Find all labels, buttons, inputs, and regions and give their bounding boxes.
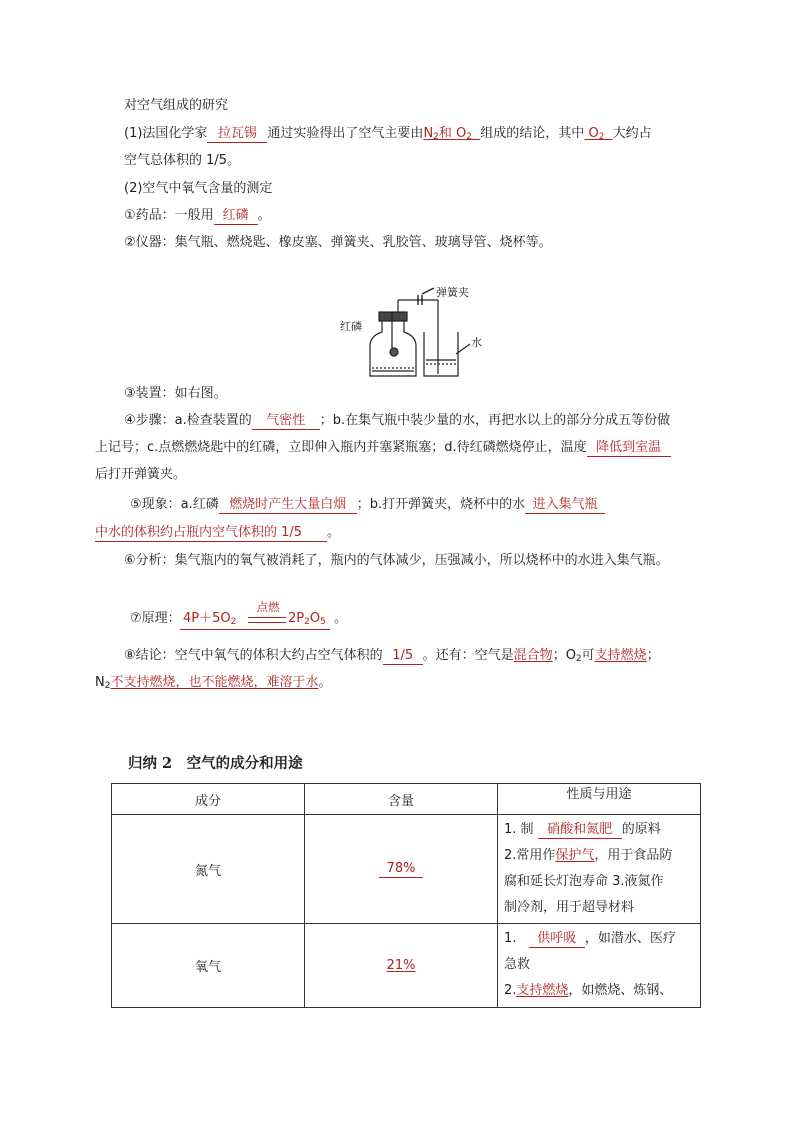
- answer-red-phosphorus: 红磷: [214, 208, 258, 225]
- composition-table: [111, 783, 701, 1008]
- answer-airtightness: 气密性: [252, 413, 320, 430]
- reaction-equals-sign: [248, 617, 286, 623]
- label-water: 水: [471, 337, 482, 349]
- paragraph-4: ②仪器：集气瓶、燃烧匙、橡皮塞、弹簧夹、乳胶管、玻璃导管、烧杯等。: [124, 235, 552, 250]
- cell-uses-oxygen: 1. 供呼吸 ，如潜水、医疗 急救 2.支持燃烧，如燃烧、炼钢、: [498, 924, 701, 1008]
- paragraph-10-line2: $N_2$不支持燃烧，也不能燃烧，难溶于水。: [95, 675, 332, 691]
- answer-supports-combustion: 支持燃烧: [594, 648, 647, 663]
- answer-volume-fifth: 中水的体积约占瓶内空气体积的 1/5: [95, 525, 327, 542]
- spring-clip: [418, 288, 434, 305]
- beaker: [424, 332, 470, 376]
- answer-n2-properties: 不支持燃烧，也不能燃烧，难溶于水: [110, 675, 319, 690]
- paragraph-9: ⑦原理：: [130, 611, 181, 626]
- answer-o2: $O_2$: [588, 126, 605, 142]
- label-spring-clip: 弹簧夹: [436, 287, 469, 299]
- header-properties: 性质与用途: [498, 784, 701, 815]
- answer-n2-o2: $N_2$和 $O_2$: [423, 126, 473, 142]
- header-component: 成分: [112, 784, 305, 815]
- paragraph-5: ③装置：如右图。: [124, 386, 227, 401]
- paragraph-8: ⑥分析：集气瓶内的氧气被消耗了，瓶内的气体减少，压强减小，所以烧杯中的水进入集气瓶。: [124, 553, 669, 568]
- reaction-product: $2P_2O_5$: [288, 611, 326, 627]
- answer-water-enters: 进入集气瓶: [525, 497, 605, 514]
- reaction-underline: [180, 629, 330, 630]
- table-header-row: [112, 784, 701, 815]
- cell-name-oxygen: 氧气: [112, 924, 305, 1008]
- paragraph-3: ①药品：一般用 红磷 。: [124, 208, 271, 223]
- answer-mixture: 混合物: [513, 648, 553, 663]
- paragraph-7: ⑤现象：a.红磷 燃烧时产生大量白烟 ；b.打开弹簧夹，烧杯中的水 进入集气瓶: [130, 496, 605, 514]
- summary-heading: 归纳 2 空气的成分和用途: [128, 755, 303, 772]
- paragraph-6-line2: 上记号；c.点燃燃烧匙中的红磷，立即伸入瓶内并塞紧瓶塞；d.待红磷燃烧停止，温度 降低到室温: [95, 439, 671, 457]
- paragraph-7-line2: 中水的体积约占瓶内空气体积的 1/5 。: [95, 525, 341, 540]
- paragraph-6-line3: 后打开弹簧夹。: [95, 467, 187, 482]
- table-row: [112, 815, 701, 924]
- paragraph-2: (2)空气中氧气含量的测定: [124, 181, 273, 196]
- gas-bottle: [370, 312, 416, 376]
- answer-cool-room-temp: 降低到室温: [587, 440, 671, 457]
- cell-amount-nitrogen: 78%: [305, 815, 498, 924]
- answer-one-fifth: 1/5: [383, 648, 423, 665]
- section-title: 对空气组成的研究: [124, 98, 229, 113]
- reaction-condition: 点燃: [256, 600, 280, 614]
- apparatus-figure: [336, 280, 496, 380]
- cell-amount-oxygen: 21%: [305, 924, 498, 1008]
- cell-name-nitrogen: 氮气: [112, 815, 305, 924]
- answer-white-smoke: 燃烧时产生大量白烟: [219, 497, 357, 514]
- paragraph-1-line2: 空气总体积的 1/5。: [124, 153, 241, 168]
- reaction-equation: $4P+5O_2$: [183, 611, 237, 627]
- glass-tube: [398, 300, 438, 374]
- label-red-phosphorus: 红磷: [340, 321, 362, 333]
- paragraph-10: ⑧结论：空气中氧气的体积大约占空气体积的 1/5 。还有：空气是混合物；$O_2$可支持燃烧；: [124, 648, 660, 664]
- paragraph-6: ④步骤：a.检查装置的 气密性 ；b.在集气瓶中装少量的水，再把水以上的部分分成五等份做: [124, 413, 671, 428]
- answer-scientist: 拉瓦锡: [207, 126, 267, 143]
- table-row: [112, 924, 701, 1008]
- cell-uses-nitrogen: 1. 制 硝酸和氮肥 的原料 2.常用作保护气，用于食品防 腐和延长灯泡寿命 3.液氮作 制冷剂，用于超导材料: [498, 815, 701, 924]
- paragraph-1: (1)法国化学家 拉瓦锡 通过实验得出了空气主要由$N_2$和 $O_2$ 组成的结论，其中 $O_2$ 大约占: [124, 126, 652, 142]
- header-content: 含量: [305, 784, 498, 815]
